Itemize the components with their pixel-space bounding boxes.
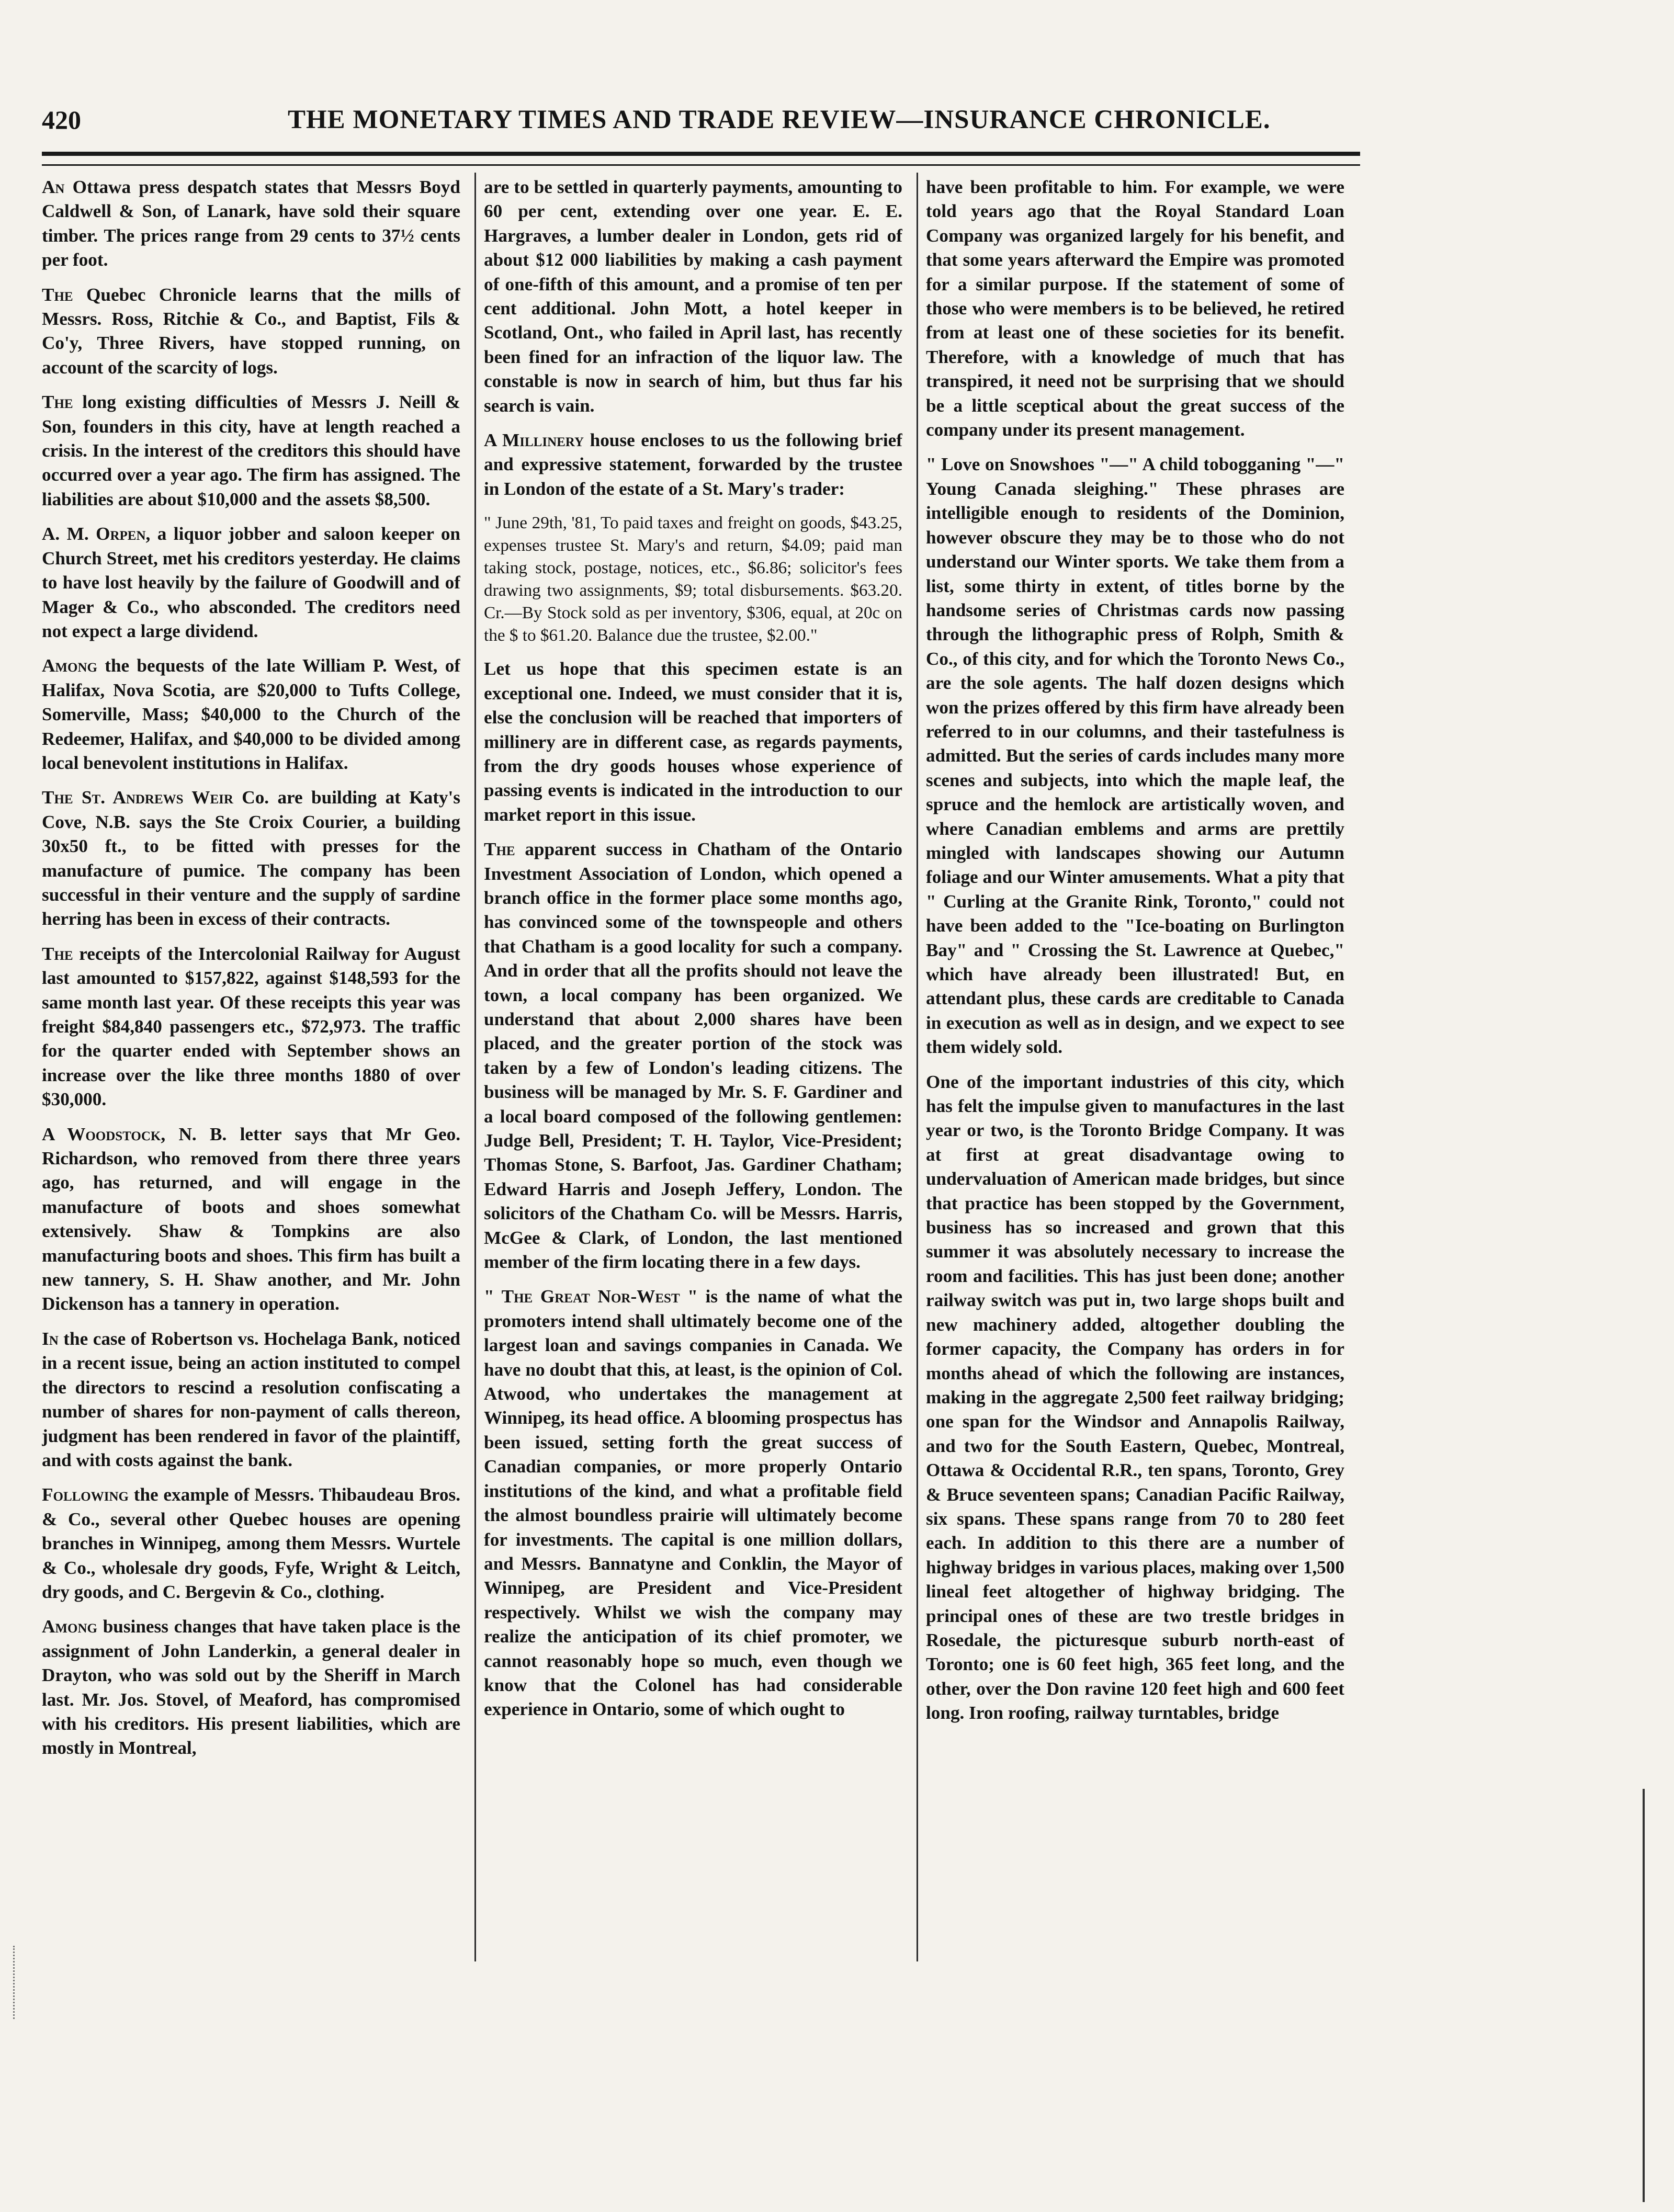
column-separator	[917, 173, 918, 1961]
article-paragraph	[484, 837, 902, 1274]
article-paragraph	[42, 1615, 460, 1760]
column-1	[42, 175, 460, 1964]
paragraph-lead: The	[484, 839, 515, 860]
column-3	[926, 175, 1344, 1964]
article-paragraph	[42, 1122, 460, 1317]
page-number: 420	[42, 105, 81, 134]
article-paragraph	[484, 657, 902, 827]
paragraph-lead: The	[42, 284, 73, 305]
paragraph-text: the example of Messrs. Thibaudeau Bros. & Co., several other Quebec houses are opening branches in Winnipeg, among them Messrs. Wurtele & Co., wholesale dry goods, Fyfe, Wright & Leitch, dry goods, and C. Bergevin & Co., clothing.	[42, 1484, 460, 1602]
paragraph-text: is the name of what the promoters intend shall ultimately become one of the largest loan and savings companies in Canada. We have no doubt that this, at least, is the opinion of Col. Atwood, who undertakes the management at Winnipeg, its head office. A blooming prospectus has been issued, setting forth the great success of Canadian companies, or more properly Ontario institutions of the kind, and what a profitable field the almost boundless prairie will ultimately become for investments. The capital is one million dollars, and Messrs. Bannatyne and Conklin, the Mayor of Winnipeg, are President and Vice-President respectively. Whilst we wish the company may realize the anticipation of its chief promoter, we cannot reasonably hope so much, even though we know that the Colonel has had considerable experience in Ontario, some of which ought to	[484, 1286, 902, 1720]
paragraph-text: One of the important industries of this city, which has felt the impulse given to manufactures in the last year or two, is the Toronto Bridge Company. It was at first at great disadvantage owing to undervaluation of American made bridges, but since that practice has been stopped by the Government, business has so increased and grown that this summer it was absolutely necessary to increase the room and facilities. This has just been done; another railway switch was put in, two large shops built and new machinery added, altogether doubling the former capacity, the Company has orders in for months ahead of which the following are instances, making in the aggregate 2,500 feet railway bridging; one span for the Windsor and Annapolis Railway, and two for the South Eastern, Quebec, Montreal, Ottawa & Occidental R.R., ten spans, Toronto, Grey & Bruce seventeen spans; Canadian Pacific Railway, six spans. These spans range from 70 to 280 feet each. In addition to this there are a number of highway bridges in various places, making over 1,500 lineal feet altogether of highway bridging. The principal ones of these are two trestle bridges in Rosedale, the picturesque suburb north-east of Toronto; one is 60 feet high, 365 feet long, and the other, over the Don ravine 120 feet high and 600 feet long. Iron roofing, railway turntables, bridge	[926, 1071, 1344, 1723]
paragraph-lead: A. M. Orpen,	[42, 524, 151, 545]
paragraph-text: are to be settled in quarterly payments, amounting to 60 per cent, extending over one year. E. E. Hargraves, a lumber dealer in London, gets rid of about $12 000 liabilities by making a cash payment of one-fifth of this amount, and a promise of ten per cent additional. John Mott, a hotel keeper in Scotland, Ont., who failed in April last, has recently been fined for an infraction of the liquor law. The constable is now in search of him, but thus far his search is vain.	[484, 177, 902, 416]
page-header	[42, 102, 1360, 149]
paragraph-text: Ottawa press despatch states that Messrs Boyd Caldwell & Son, of Lanark, have sold their square timber. The prices range from 29 cents to 37½ cents per foot.	[42, 177, 460, 270]
paragraph-text: Quebec Chronicle learns that the mills of Messrs. Ross, Ritchie & Co., and Baptist, Fils & Co'y, Three Rivers, have stopped running, on account of the scarcity of logs.	[42, 284, 460, 378]
paragraph-text: Co. are building at Katy's Cove, N.B. says the Ste Croix Courier, a building 30x50 ft., to be fitted with presses for the manufacture of pumice. The company has been successful in their venture and the supply of sardine herring has been in excess of their contracts.	[42, 787, 460, 929]
margin-mark	[13, 1946, 22, 2019]
paragraph-lead: " The Great Nor-West "	[484, 1286, 698, 1307]
paragraph-lead: A Millinery	[484, 430, 584, 451]
paragraph-lead: Among	[42, 1616, 97, 1637]
paragraph-text: business changes that have taken place is the assignment of John Landerkin, a general dealer in Drayton, who was sold out by the Sheriff in March last. Mr. Jos. Stovel, of Meaford, has compromised with his creditors. His present liabilities, which are mostly in Montreal,	[42, 1616, 460, 1759]
paragraph-text: have been profitable to him. For example, we were told years ago that the Royal Standard Loan Company was organized largely for his benefit, and that some years afterward the Empire was promoted for a similar purpose. If the statement of some of those who were members is to be believed, he retired from at least one of these societies for its benefit. Therefore, with a knowledge of much that has transpired, it need not be surprising that we should be a little sceptical about the great success of the company under its present management.	[926, 177, 1344, 440]
paragraph-text: apparent success in Chatham of the Ontario Investment Association of London, which opened a branch office in the former place some months ago, has convinced some of the townspeople and others that Chatham is a good locality for such a company. And in order that all the profits should not leave the town, a local company has been organized. We understand that about 2,000 shares have been placed, and the greater portion of the stock was taken by a few of London's leading citizens. The business will be managed by Mr. S. F. Gardiner and a local board composed of the following gentlemen: Judge Bell, President; T. H. Taylor, Vice-President; Thomas Stone, S. Barfoot, Jas. Gardiner Chatham; Edward Harris and Joseph Jeffery, London. The solicitors of the Chatham Co. will be Messrs. Harris, McGee & Clark, of London, the last mentioned member of the firm locating there in a few days.	[484, 839, 902, 1273]
page-title: THE MONETARY TIMES AND TRADE REVIEW—INSURANCE CHRONICLE.	[288, 105, 1271, 134]
paragraph-text: N. B. letter says that Mr Geo. Richardson, who removed from there three years ago, has returned, and will engage in the manufacture of boots and shoes somewhat extensively. Shaw & Tompkins are also manufacturing boots and shoes. This firm has built a new tannery, S. H. Shaw another, and Mr. John Dickenson has a tannery in operation.	[42, 1124, 460, 1314]
article-paragraph	[42, 522, 460, 643]
paragraph-lead: Among	[42, 655, 97, 676]
paragraph-text: house encloses to us the following brief and expressive statement, forwarded by the trustee in London of the estate of a St. Mary's trader:	[484, 430, 902, 499]
article-paragraph	[42, 654, 460, 775]
article-paragraph	[42, 1327, 460, 1472]
paragraph-text: the bequests of the late William P. West, of Halifax, Nova Scotia, are $20,000 to Tufts College, Somerville, Mass; $40,000 to the Church of the Redeemer, Halifax, and $40,000 to be divided among local benevolent institutions in Halifax.	[42, 655, 460, 773]
header-rule	[42, 152, 1360, 166]
article-paragraph	[484, 512, 902, 646]
article-paragraph	[926, 452, 1344, 1059]
paragraph-lead: The	[42, 943, 73, 964]
paragraph-lead: The St. Andrews Weir	[42, 787, 233, 808]
paragraph-text: " June 29th, '81, To paid taxes and freight on goods, $43.25, expenses trustee St. Mary's and return, $4.09; paid man taking stock, postage, notices, etc., $6.86; solicitor's fees drawing two assignments, $9; total disbursements. $63.20. Cr.—By Stock sold as per inventory, $306, equal, at 20c on the $ to $61.20. Balance due the trustee, $2.00."	[484, 513, 902, 645]
article-paragraph	[42, 175, 460, 273]
paragraph-lead: In	[42, 1328, 59, 1349]
article-paragraph	[484, 1285, 902, 1721]
article-paragraph	[484, 175, 902, 418]
paragraph-text: the case of Robertson vs. Hochelaga Bank, noticed in a recent issue, being an action instituted to compel the directors to rescind a resolution confiscating a number of shares for non-payment of calls thereon, judgment has been rendered in favor of the plaintiff, and with costs against the bank.	[42, 1328, 460, 1470]
article-paragraph	[42, 786, 460, 931]
article-paragraph	[926, 175, 1344, 442]
paragraph-text: long existing difficulties of Messrs J. Neill & Son, founders in this city, have at length reached a crisis. In the interest of the creditors this should have occurred over a year ago. The firm has assigned. The liabilities are about $10,000 and the assets $8,500.	[42, 392, 460, 509]
article-paragraph	[42, 390, 460, 512]
paragraph-text: " Love on Snowshoes "—" A child tobogganing "—" Young Canada sleighing." These phrases are intelligible enough to residents of the Dominion, however obscure they may be to those who do not understand our Winter sports. We take them from a list, some thirty in extent, of titles borne by the handsome series of Christmas cards now passing through the lithographic press of Rolph, Smith & Co., of this city, and for which the Toronto News Co., are the sole agents. The half dozen designs which won the prizes offered by this firm have already been referred to in our columns, and their tastefulness is admitted. But the series of cards includes many more scenes and subjects, into which the maple leaf, the spruce and the hemlock are artistically woven, and where Canadian emblems and arms are prettily mingled with landscapes showing our Autumn foliage and our Winter amusements. What a pity that " Curling at the Granite Rink, Toronto," could not have been added to the "Ice-boating on Burlington Bay" and " Crossing the St. Lawrence at Quebec," which have already been illustrated! But, en attendant plus, these cards are creditable to Canada in execution as well as in design, and we expect to see them widely sold.	[926, 454, 1344, 1058]
paragraph-text: a liquor jobber and saloon keeper on Church Street, met his creditors yesterday. He claims to have lost heavily by the failure of Goodwill and of Mager & Co., who absconded. The creditors need not expect a large dividend.	[42, 524, 460, 641]
article-paragraph	[42, 942, 460, 1112]
page-edge-mark	[1637, 1789, 1645, 2202]
column-2	[484, 175, 902, 1964]
article-paragraph	[42, 283, 460, 380]
paragraph-lead: The	[42, 392, 73, 413]
paragraph-lead: Following	[42, 1484, 129, 1505]
paragraph-lead: A Woodstock,	[42, 1124, 166, 1144]
article-paragraph	[42, 1483, 460, 1604]
paragraph-lead: An	[42, 177, 65, 197]
article-paragraph	[484, 428, 902, 501]
paragraph-text: Let us hope that this specimen estate is an exceptional one. Indeed, we must consider that it is, else the conclusion will be reached that importers of millinery are in different case, as regards payments, from the dry goods houses whose experience of passing events is indicated in the introduction to our market report in this issue.	[484, 659, 902, 825]
article-paragraph	[926, 1070, 1344, 1726]
paragraph-text: receipts of the Intercolonial Railway for August last amounted to $157,822, against $148,593 for the same month last year. Of these receipts this year was freight $84,840 passengers etc., $72,973. The traffic for the quarter ended with September shows an increase over the like three months 1880 of over $30,000.	[42, 943, 460, 1110]
column-separator	[474, 173, 476, 1961]
